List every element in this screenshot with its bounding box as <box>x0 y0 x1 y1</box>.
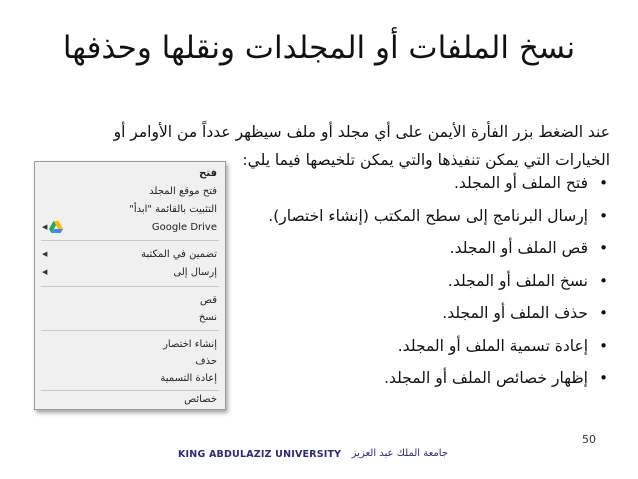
menu-item-delete[interactable]: حذف <box>195 356 217 367</box>
menu-item-google-drive[interactable]: Google Drive <box>151 222 217 233</box>
menu-separator <box>41 330 219 331</box>
menu-item-pin-to-start[interactable]: التثبيت بالقائمة "ابدأ" <box>129 204 217 215</box>
menu-item-rename[interactable]: إعادة التسمية <box>160 373 217 384</box>
submenu-arrow-icon: ◀ <box>42 268 48 276</box>
bullet-item: • قص الملف أو المجلد. <box>228 235 608 268</box>
intro-line-1: عند الضغط بزر الفأرة الأيمن على أي مجلد أو ملف سيظهر عدداً من الأوامر أو <box>113 123 610 141</box>
menu-item-send-to[interactable]: إرسال إلى <box>173 267 217 278</box>
bullet-dot: • <box>599 206 608 225</box>
menu-item-open-folder-location[interactable]: فتح موقع المجلد <box>149 186 217 197</box>
menu-separator <box>41 286 219 287</box>
bullet-dot: • <box>599 336 608 355</box>
bullet-item: • إرسال البرنامج إلى سطح المكتب (إنشاء اختصار). <box>228 203 608 236</box>
bullet-item: • حذف الملف أو المجلد. <box>228 300 608 333</box>
page-number: 50 <box>582 433 596 446</box>
menu-item-include-in-library[interactable]: تضمين في المكتبة <box>141 249 217 260</box>
footer <box>178 445 448 465</box>
bullet-dot: • <box>599 271 608 290</box>
bullet-item: • إظهار خصائص الملف أو المجلد. <box>228 365 608 398</box>
bullet-item: • إعادة تسمية الملف أو المجلد. <box>228 333 608 366</box>
submenu-arrow-icon: ◀ <box>42 250 48 258</box>
intro-line-2: الخيارات التي يمكن تنفيذها والتي يمكن تلخيصها فيما يلي: <box>242 151 610 169</box>
bullet-dot: • <box>599 239 608 257</box>
menu-item-open[interactable]: فتح <box>199 168 217 179</box>
bullet-dot: • <box>599 369 608 387</box>
menu-separator <box>41 240 219 241</box>
submenu-arrow-icon: ◀ <box>42 223 48 231</box>
bullet-dot: • <box>599 174 608 192</box>
footer-university-en: KING ABDULAZIZ UNIVERSITY <box>178 449 342 460</box>
menu-item-create-shortcut[interactable]: إنشاء اختصار <box>163 339 217 350</box>
bullet-item: • نسخ الملف أو المجلد. <box>228 268 608 301</box>
menu-item-copy[interactable]: نسخ <box>198 312 217 323</box>
menu-item-properties[interactable]: خصائص <box>184 394 217 405</box>
footer-university-ar: جامعة الملك عبد العزيز <box>351 448 448 459</box>
bullet-item: • فتح الملف أو المجلد. <box>228 170 608 203</box>
bullet-list <box>228 170 608 398</box>
context-menu <box>34 161 226 410</box>
menu-item-cut[interactable]: قص <box>199 295 217 306</box>
google-drive-icon <box>49 221 63 234</box>
menu-separator <box>41 390 219 391</box>
bullet-dot: • <box>599 304 608 322</box>
slide-title: نسخ الملفات أو المجلدات ونقلها وحذفها <box>62 30 576 66</box>
